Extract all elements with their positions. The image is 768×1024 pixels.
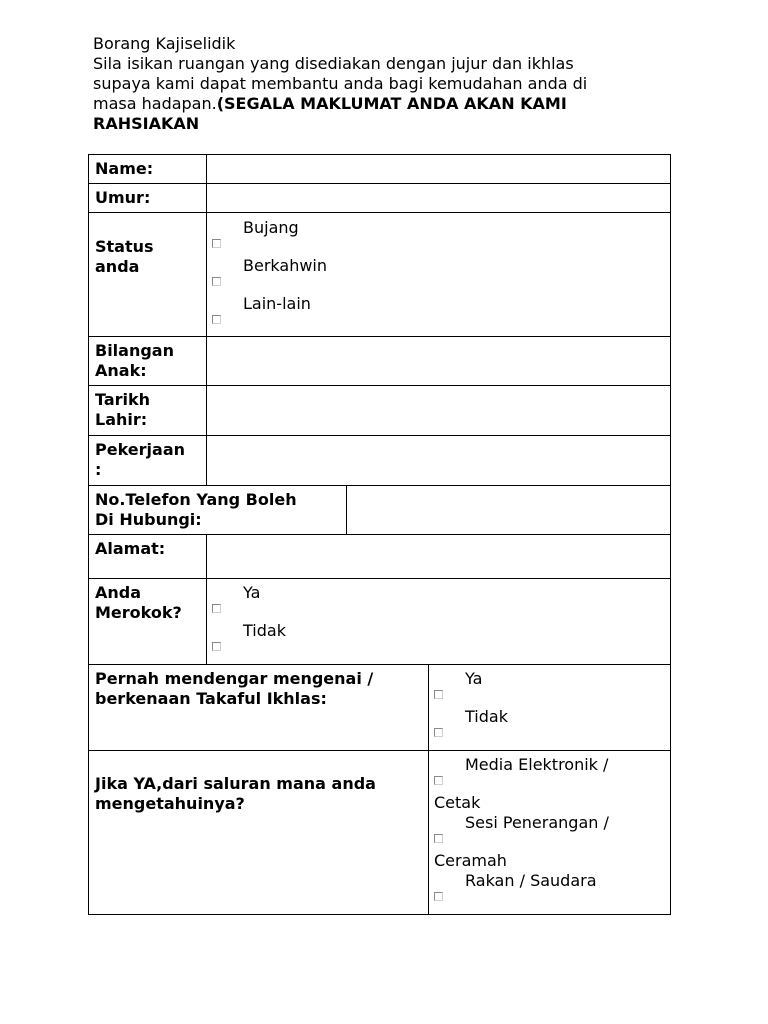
checkbox-berkahwin[interactable]: [212, 277, 221, 286]
pekerjaan-label-cell: [88, 435, 207, 486]
status-option-berkahwin: Berkahwin: [243, 256, 327, 275]
tarikh-label-cell: [88, 385, 207, 436]
bilangan-anak-label: Bilangan Anak:: [95, 341, 174, 380]
saluran-options-cell: [428, 750, 671, 915]
checkbox-merokok-ya[interactable]: [212, 604, 221, 613]
name-field[interactable]: [206, 154, 671, 184]
saluran-option-sesi: Sesi Penerangan /: [465, 813, 609, 832]
saluran-option-media-cont: Cetak: [434, 793, 481, 812]
intro-line-2: supaya kami dapat membantu anda bagi kemudahan anda di: [93, 74, 588, 93]
saluran-option-rakan: Rakan / Saudara: [465, 871, 597, 890]
intro-line-3-start: masa hadapan.: [93, 94, 217, 113]
telefon-label-cell: [88, 485, 347, 535]
bilangan-anak-field[interactable]: [206, 336, 671, 386]
name-label-cell: [88, 154, 207, 184]
confidential-notice-end: RAHSIAKAN: [93, 114, 200, 133]
telefon-field[interactable]: [346, 485, 671, 535]
merokok-label-cell: [88, 578, 207, 665]
tarikh-lahir-field[interactable]: [206, 385, 671, 436]
form-title: Borang Kajiselidik: [93, 34, 236, 53]
intro-line-1: Sila isikan ruangan yang disediakan dengan jujur dan ikhlas: [93, 54, 574, 73]
checkbox-merokok-tidak[interactable]: [212, 642, 221, 651]
takaful-label: Pernah mendengar mengenai / berkenaan Takaful Ikhlas:: [95, 669, 374, 708]
alamat-label: Alamat:: [95, 539, 166, 558]
saluran-label-cell: [88, 750, 429, 915]
tarikh-lahir-label: Tarikh Lahir:: [95, 390, 151, 429]
takaful-label-cell: [88, 664, 429, 751]
umur-label-cell: [88, 183, 207, 213]
telefon-label: No.Telefon Yang Boleh Di Hubungi:: [95, 490, 297, 529]
status-options-cell: [206, 212, 671, 337]
checkbox-lain-lain[interactable]: [212, 315, 221, 324]
checkbox-takaful-ya[interactable]: [434, 690, 443, 699]
intro-line-3: [93, 94, 673, 114]
saluran-option-media: Media Elektronik /: [465, 755, 609, 774]
bilangan-label-cell: [88, 336, 207, 386]
takaful-options-cell: [428, 664, 671, 751]
saluran-option-sesi-cont: Ceramah: [434, 851, 507, 870]
takaful-option-tidak: Tidak: [465, 707, 508, 726]
merokok-options-cell: [206, 578, 671, 665]
status-label-cell: [88, 212, 207, 337]
status-option-lain-lain: Lain-lain: [243, 294, 311, 313]
name-label: Name:: [95, 159, 154, 178]
checkbox-bujang[interactable]: [212, 239, 221, 248]
checkbox-sesi-penerangan[interactable]: [434, 834, 443, 843]
checkbox-rakan-saudara[interactable]: [434, 892, 443, 901]
checkbox-media-elektronik[interactable]: [434, 776, 443, 785]
umur-field[interactable]: [206, 183, 671, 213]
alamat-field[interactable]: [206, 534, 671, 579]
pekerjaan-label: Pekerjaan :: [95, 440, 185, 479]
intro-block: [93, 34, 673, 134]
status-option-bujang: Bujang: [243, 218, 299, 237]
status-label: Status anda: [95, 237, 154, 276]
merokok-label: Anda Merokok?: [95, 583, 182, 622]
merokok-option-ya: Ya: [243, 583, 261, 602]
alamat-label-cell: [88, 534, 207, 579]
merokok-option-tidak: Tidak: [243, 621, 286, 640]
takaful-option-ya: Ya: [465, 669, 483, 688]
saluran-label: Jika YA,dari saluran mana anda mengetahuinya?: [95, 774, 376, 813]
umur-label: Umur:: [95, 188, 151, 207]
checkbox-takaful-tidak[interactable]: [434, 728, 443, 737]
confidential-notice: (SEGALA MAKLUMAT ANDA AKAN KAMI: [216, 94, 567, 113]
pekerjaan-field[interactable]: [206, 435, 671, 486]
